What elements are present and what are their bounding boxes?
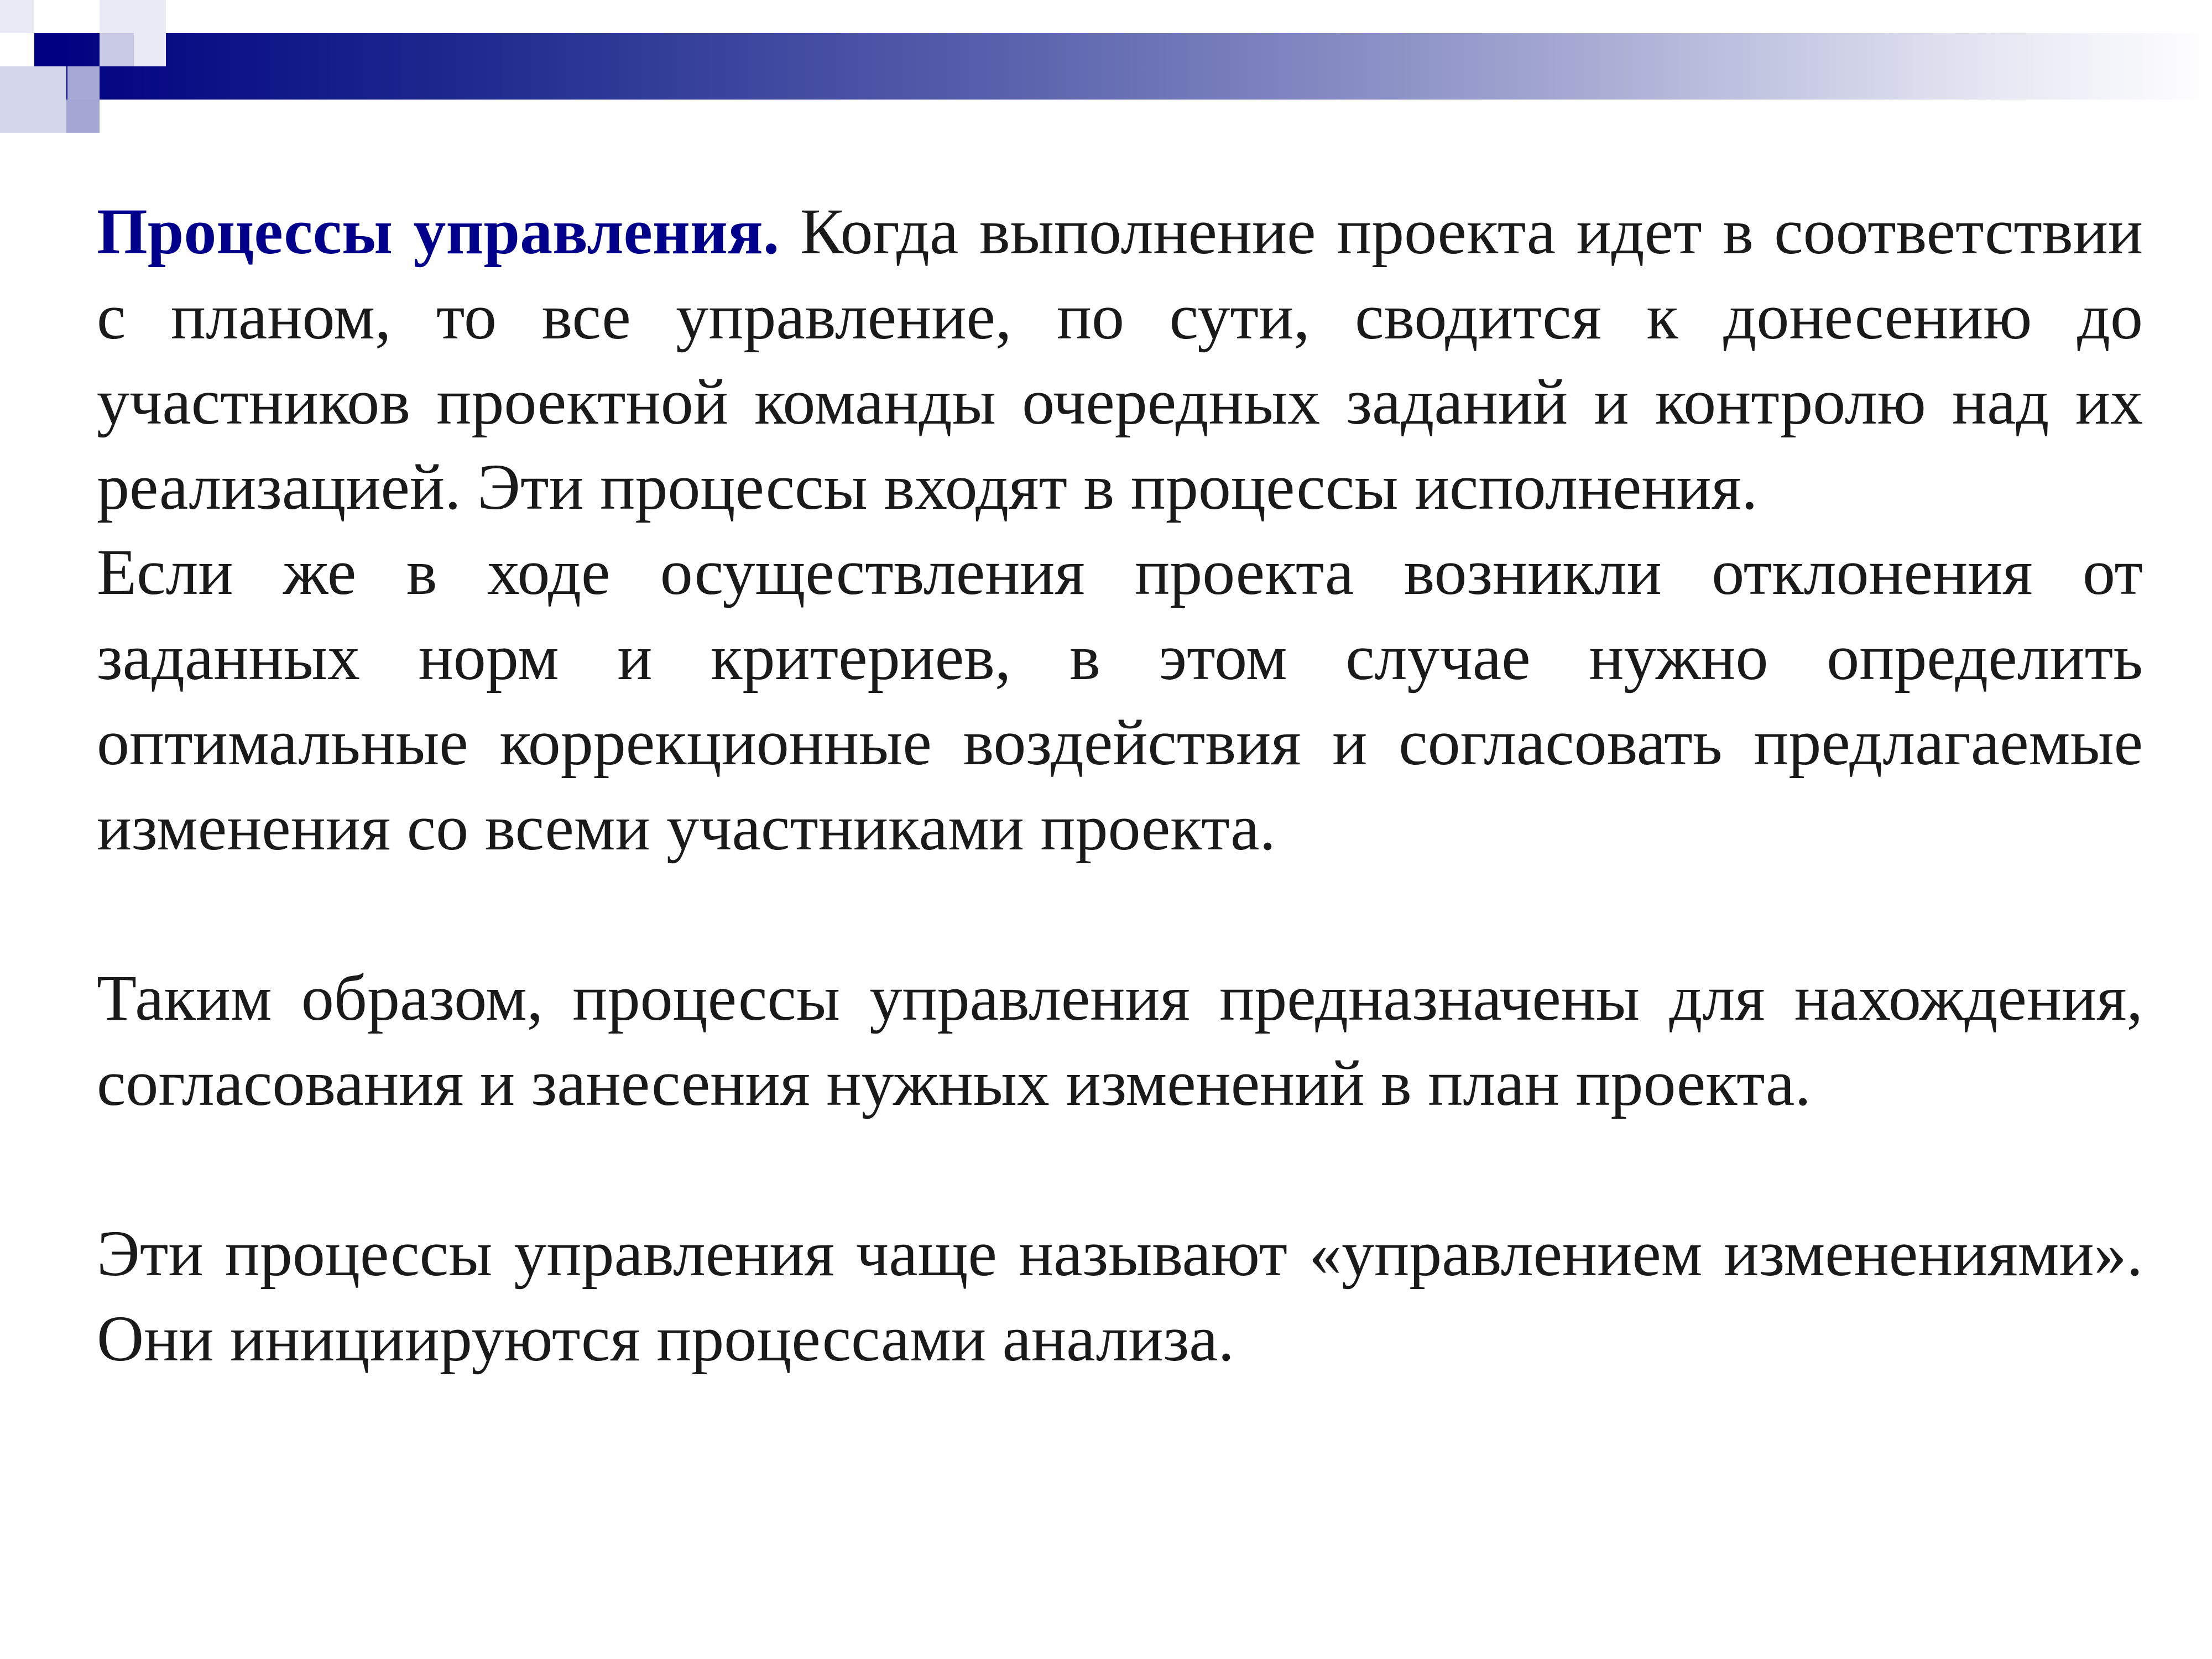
paragraph-purpose: Таким образом, процессы управления предназначены для нахождения, согласования и занесения нужных изменений в план проекта. (97, 962, 2143, 1119)
decor-square (67, 66, 100, 100)
decor-square (134, 33, 166, 66)
decor-square (66, 100, 100, 133)
paragraph-text: Когда выполнение проекта идет в соответствии с планом, то все управление, по сути, сводится к донесению до участников проектной команды очередных заданий и контролю над их реализацией. Эти процессы входят в процессы исполнения. (97, 195, 2143, 523)
paragraph-management-processes (97, 189, 2143, 530)
decor-square (34, 33, 67, 66)
decor-square (100, 0, 166, 33)
slide-body (97, 189, 2143, 1381)
decor-square (0, 0, 34, 33)
decor-square (0, 66, 66, 133)
header-gradient-bar (34, 33, 2212, 100)
header-decoration (0, 0, 2212, 133)
paragraph-lead: Процессы управления. (97, 195, 780, 268)
paragraph-spacer (97, 870, 2143, 956)
paragraph-spacer (97, 1126, 2143, 1211)
paragraph-deviations: Если же в ходе осуществления проекта возникли отклонения от заданных норм и критериев, в этом случае нужно определить оптимальные коррекционные воздействия и согласовать предлагаемые изменения со всеми участниками проекта. (97, 536, 2143, 864)
paragraph-change-management: Эти процессы управления чаще называют «управлением изменениями». Они инициируются процессами анализа. (97, 1217, 2143, 1375)
decor-square (100, 33, 134, 66)
